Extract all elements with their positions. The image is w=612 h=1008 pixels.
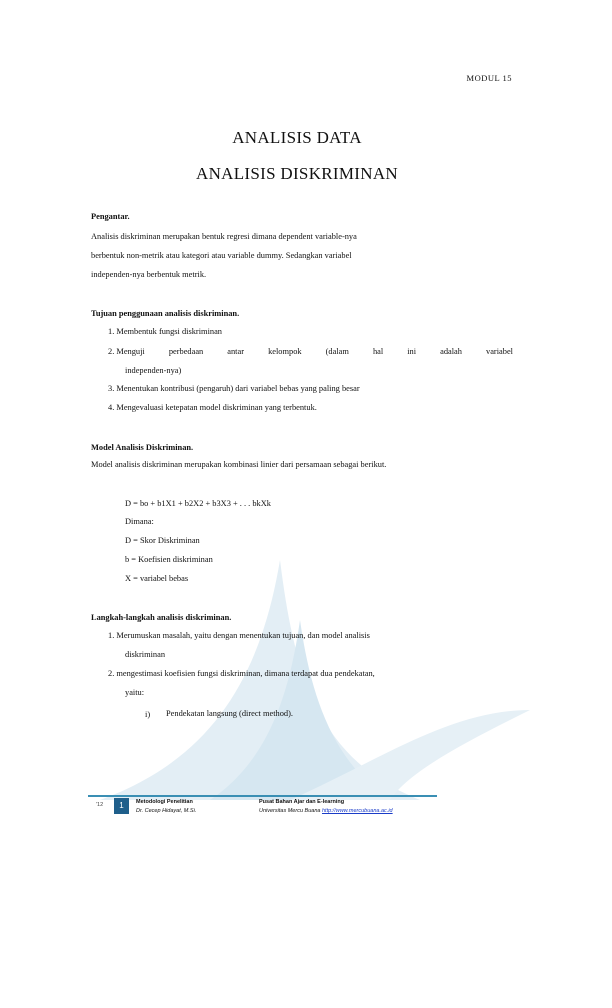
model-def: D = Skor Diskriminan (125, 536, 200, 545)
pengantar-line: Analisis diskriminan merupakan bentuk regresi dimana dependent variable-nya (91, 232, 357, 241)
word: variabel (486, 347, 513, 356)
footer-univ-name: Universitas Mercu Buana (259, 808, 321, 814)
tujuan-item-cont: independen-nya) (125, 366, 182, 375)
langkah-item-cont: yaitu: (125, 688, 145, 697)
word: hal (372, 347, 384, 356)
pengantar-line: independen-nya berbentuk metrik. (91, 270, 207, 279)
word: ini (407, 347, 417, 356)
footer-author: Dr. Cecep Hidayat, M.Si. (136, 808, 197, 814)
model-intro: Model analisis diskriminan merupakan kombinasi linier dari persamaan sebagai berikut. (91, 460, 387, 469)
page-title: ANALISIS DATA (232, 128, 362, 147)
module-label: MODUL 15 (466, 73, 512, 83)
page-subtitle: ANALISIS DISKRIMINAN (196, 164, 398, 183)
model-dimana: Dimana: (125, 517, 154, 526)
model-def: b = Koefisien diskriminan (125, 555, 213, 564)
model-def: X = variabel bebas (125, 574, 189, 583)
pengantar-heading: Pengantar. (91, 212, 130, 221)
word: antar (227, 347, 245, 356)
footer-univ (259, 808, 393, 814)
word: (dalam (325, 347, 349, 356)
tujuan-item: 4. Mengevaluasi ketepatan model diskriminan yang terbentuk. (108, 403, 317, 412)
tujuan-item: 3. Menentukan kontribusi (pengaruh) dari variabel bebas yang paling besar (108, 384, 360, 393)
sub-item: Pendekatan langsung (direct method). (166, 709, 293, 718)
footer-url-link[interactable]: http://www.mercubuana.ac.id (321, 808, 393, 814)
model-heading: Model Analisis Diskriminan. (91, 443, 194, 452)
page-number: 1 (114, 798, 129, 814)
footer-center: Pusat Bahan Ajar dan E-learning (259, 799, 345, 805)
langkah-item: 1. Merumuskan masalah, yaitu dengan menentukan tujuan, dan model analisis (108, 631, 370, 640)
model-equation: D = bo + b1X1 + b2X2 + b3X3 + . . . bkXk (125, 499, 271, 508)
sub-item-marker: i) (145, 710, 151, 719)
word: adalah (440, 347, 462, 356)
word: perbedaan (168, 347, 204, 356)
langkah-heading: Langkah-langkah analisis diskriminan. (91, 613, 232, 622)
pengantar-line: berbentuk non-metrik atau kategori atau variable dummy. Sedangkan variabel (91, 251, 352, 260)
footer-course: Metodologi Penelitian (136, 799, 193, 805)
tujuan-item-2 (108, 347, 513, 357)
footer-divider (88, 795, 437, 797)
watermark-logo (90, 560, 530, 800)
langkah-item-cont: diskriminan (125, 650, 166, 659)
word: kelompok (268, 347, 302, 356)
langkah-item: 2. mengestimasi koefisien fungsi diskriminan, dimana terdapat dua pendekatan, (108, 669, 375, 678)
tujuan-item: 1. Membentuk fungsi diskriminan (108, 327, 222, 336)
footer-year: '12 (96, 802, 104, 808)
word: 2. Menguji (108, 347, 145, 356)
tujuan-heading: Tujuan penggunaan analisis diskriminan. (91, 309, 240, 318)
